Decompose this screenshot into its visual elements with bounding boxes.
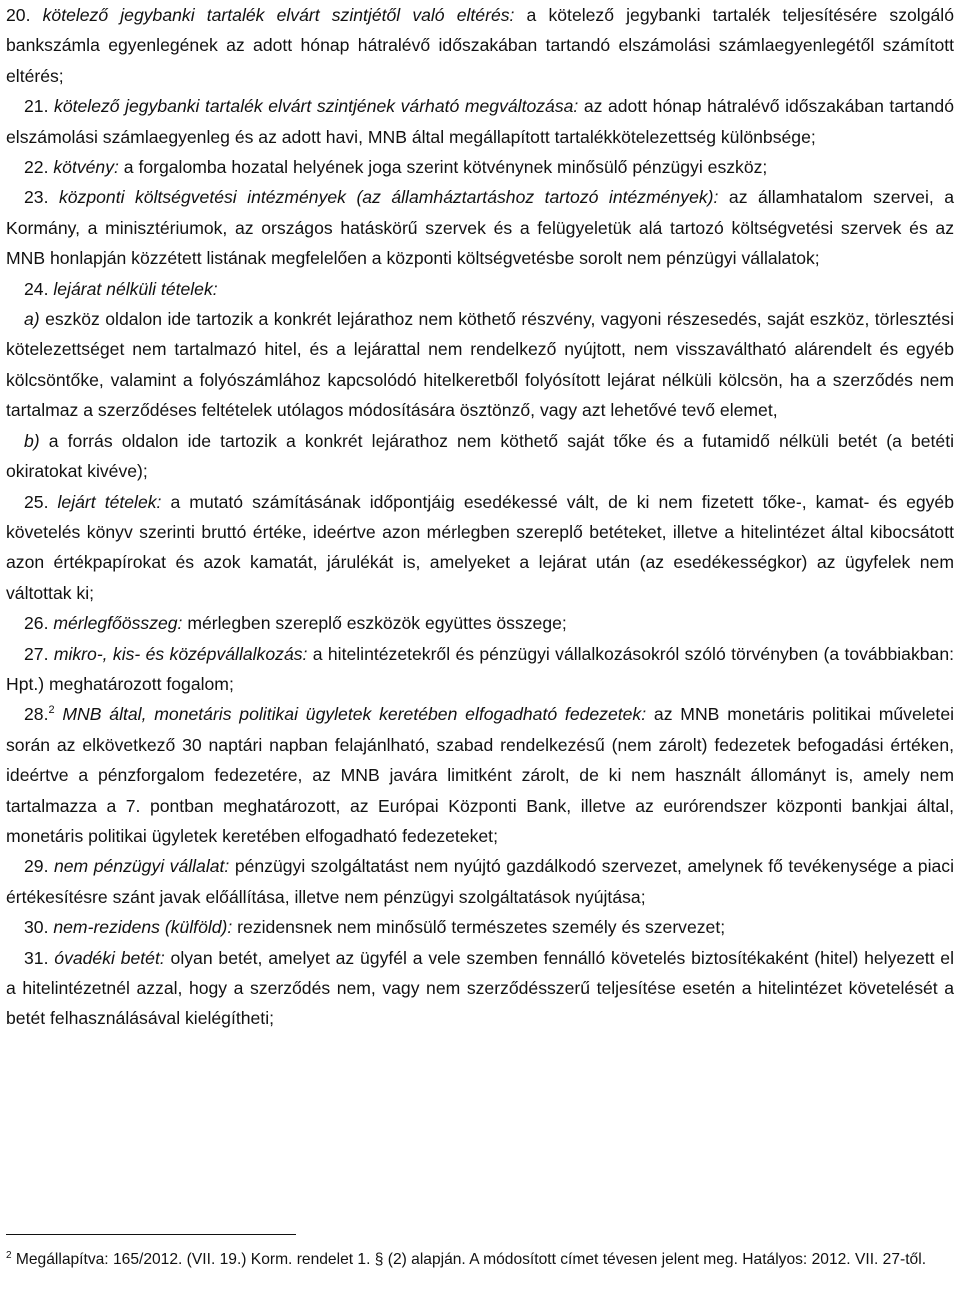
- definition-23: [6, 182, 954, 273]
- entry-number: 20.: [6, 5, 31, 25]
- footnote-text: Megállapítva: 165/2012. (VII. 19.) Korm. rendelet 1. § (2) alapján. A módosított címet tévesen jelent meg. Hatályos: 2012. VII. 27-től.: [11, 1251, 927, 1268]
- term: lejárat nélküli tételek:: [53, 278, 218, 299]
- definition-text: az MNB monetáris politikai műveletei során az elkövetkező 30 naptári napban felajánlható, szabad rendelkezésű (nem zárolt) fedezetek befogadási értéken, ideértve a pénzforgalom fedezetére, az MNB javára limitként zárolt, de ki nem használt állományt is, amely nem tartalmazza a 7. pontban meghatározott, az Európai Központi Bank, illetve az eurórendszer központi bankjai által, monetáris politikai ügyletek keretében elfogadható fedezeteket;: [6, 704, 955, 846]
- entry-number: 21.: [24, 96, 49, 117]
- definition-text: a mutató számításának időpontjáig esedékessé vált, de ki nem fizetett tőke-, kamat- és egyéb követelés könyv szerinti bruttó értéke, ideértve azon mérlegben szereplő betéteket, illetve a hitelintézet által kibocsátott azon értékpapírokat és azok kamatát, járulékát is, amelyeket a lejárat után (az esedékességkor) az ügyfelek nem váltottak ki;: [6, 491, 955, 603]
- definition-text: olyan betét, amelyet az ügyfél a vele szemben fennálló követelés biztosítékaként (hitel) helyezett el a hitelintézetnél azzal, hogy a szerződés nem, vagy nem szerződésszerű teljesítése esetén a hitelintézet követelését a betét felhasználásával kielégítheti;: [6, 947, 955, 1029]
- term: lejárt tételek:: [57, 491, 162, 512]
- definition-20: [6, 0, 954, 91]
- term: kötelező jegybanki tartalék elvárt szintjétől való eltérés:: [42, 5, 515, 25]
- definition-text: rezidensnek nem minősülő természetes személy és szervezet;: [232, 917, 726, 938]
- entry-number: 28.: [24, 704, 49, 725]
- definition-text: az adott hónap hátralévő időszakában tartandó elszámolási számlaegyenleg és az adott havi, MNB által megállapított tartalékkötelezettség különbsége;: [6, 96, 954, 147]
- definition-text: mérlegben szereplő eszközök együttes összege;: [182, 613, 567, 634]
- term: kötelező jegybanki tartalék elvárt szintjének várható megváltozása:: [54, 96, 579, 117]
- definition-22: [6, 152, 954, 182]
- entry-number: 30.: [24, 917, 49, 938]
- document-page: [6, 0, 954, 1034]
- term: óvadéki betét:: [54, 947, 165, 968]
- definition-text: a forgalomba hozatal helyének joga szerint kötvénynek minősülő pénzügyi eszköz;: [118, 157, 768, 178]
- entry-number: 24.: [24, 278, 49, 299]
- footnote-separator: [6, 1234, 296, 1235]
- entry-number: 26.: [24, 613, 49, 634]
- footnote-marker: 2: [6, 1249, 12, 1261]
- definition-text: a kötelező jegybanki tartalék teljesítésére szolgáló bankszámla egyenlegének az adott hónap hátralévő időszakában tartandó elszámolási számlaegyenlegétől számított eltérés;: [6, 5, 954, 86]
- footnote-reference[interactable]: 2: [48, 704, 55, 717]
- definition-31: [6, 943, 954, 1034]
- definition-30: [6, 912, 954, 942]
- definition-28: [6, 699, 954, 851]
- entry-number: 29.: [24, 856, 49, 877]
- term: központi költségvetési intézmények (az államháztartáshoz tartozó intézmények):: [58, 187, 719, 208]
- definition-text: eszköz oldalon ide tartozik a konkrét lejárathoz nem köthető részvény, vagyoni részesedés, saját eszköz, törlesztési kötelezettséget nem tartalmazó hitel, és a lejárattal nem rendelkező nyújtott, nem visszaváltható alárendelt és egyéb kölcsöntőke, valamint a folyószámlához kapcsolódó hitelkeretből folyósított lejárat nélküli kölcsön, ha a szerződés nem tartalmaz a szerződéses feltételek utólagos módosítására ösztönző, vagy azt lehetővé tevő elemet,: [6, 309, 954, 421]
- entry-number: 31.: [24, 947, 49, 968]
- definition-text: az államhatalom szervei, a Kormány, a minisztériumok, az országos hatáskörű szervek és a felügyeletük alá tartozó költségvetési szervek és az MNB honlapján közzétett listának megfelelően a központi költségvetésbe sorolt nem pénzügyi vállalatok;: [6, 187, 955, 269]
- definition-26: [6, 608, 954, 638]
- definition-24: [6, 274, 954, 304]
- definition-text: a forrás oldalon ide tartozik a konkrét lejárathoz nem köthető saját tőke és a futamidő nélküli betét (a betéti okiratokat kivéve);: [6, 430, 954, 482]
- definition-21: [6, 91, 954, 152]
- term: kötvény:: [53, 157, 119, 178]
- definition-text: a hitelintézetekről és pénzügyi vállalkozásokról szóló törvényben (a továbbiakban: Hpt.) meghatározott fogalom;: [6, 643, 955, 694]
- definition-29: [6, 851, 954, 912]
- term: nem-rezidens (külföld):: [53, 917, 233, 938]
- definition-27: [6, 639, 954, 700]
- term: mikro-, kis- és középvállalkozás:: [53, 643, 308, 664]
- term: MNB által, monetáris politikai ügyletek keretében elfogadható fedezetek:: [62, 704, 647, 725]
- definition-24-a: [6, 304, 954, 426]
- entry-number: 22.: [24, 157, 49, 178]
- definition-text: pénzügyi szolgáltatást nem nyújtó gazdálkodó szervezet, amelynek fő tevékenysége a piaci értékesítésre szánt javak előállítása, illetve nem pénzügyi szolgáltatások nyújtása;: [6, 856, 954, 907]
- entry-number: 23.: [24, 187, 49, 208]
- term: mérlegfőösszeg:: [53, 613, 183, 634]
- sub-item-label: b): [24, 430, 40, 451]
- sub-item-label: a): [24, 309, 40, 330]
- entry-number: 27.: [24, 643, 49, 664]
- footnote: [6, 1246, 954, 1275]
- term: nem pénzügyi vállalat:: [53, 856, 230, 877]
- entry-number: 25.: [24, 491, 49, 512]
- definition-25: [6, 487, 954, 609]
- definition-24-b: [6, 426, 954, 487]
